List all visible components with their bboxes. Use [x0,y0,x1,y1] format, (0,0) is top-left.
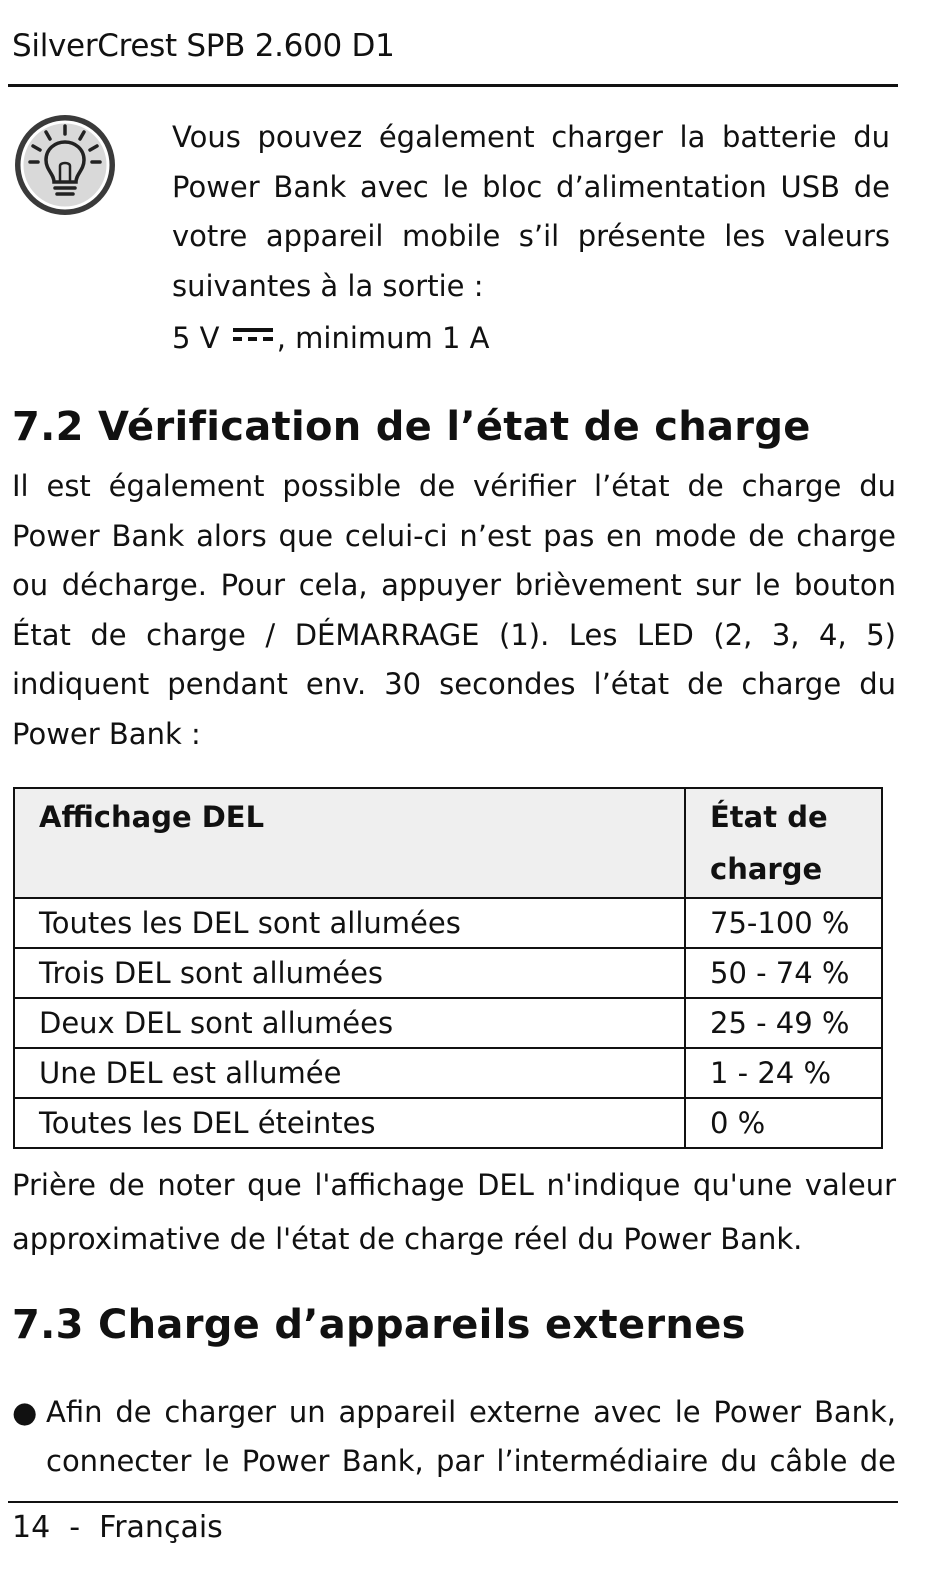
section-heading-7-3: 7.3 Charge d’appareils externes [12,1302,746,1348]
table-cell: 0 % [685,1098,882,1148]
page-header: SilverCrest SPB 2.600 D1 [12,28,395,64]
led-note-paragraph: Prière de noter que l'affichage DEL n'indique qu'une valeur approximative de l'état de charge réel du Power Bank. [12,1168,896,1256]
table-cell: 25 - 49 % [685,998,882,1048]
page-footer: 14 - Français [12,1510,223,1545]
table-cell: Toutes les DEL sont allumées [14,898,685,948]
table-header-row [14,788,882,898]
table-row [14,948,882,998]
voltage-line [172,313,490,363]
dc-current-icon [233,326,273,346]
table-cell: 75-100 % [685,898,882,948]
table-row [14,1048,882,1098]
voltage-value: 5 V [172,321,220,355]
table-row [14,898,882,948]
table-cell: Deux DEL sont allumées [14,998,685,1048]
bullet-item [12,1388,896,1486]
header-rule [8,84,898,87]
charge-check-paragraph: Il est également possible de vérifier l’état de charge du Power Bank alors que celui-ci n’est pas en mode de charge ou décharge. Pour cela, appuyer brièvement sur le bouton État de charge / DÉMARRAGE (1). Les LED (2, 3, 4, 5) indiquent pendant env. 30 secondes l’état de charge du Power Bank : [12,469,896,751]
tip-text: Vous pouvez également charger la batterie du [172,120,890,154]
table-header-cell: État de charge [685,788,882,898]
table-row [14,998,882,1048]
table-header-cell: Affichage DEL [14,788,685,898]
table-cell: Trois DEL sont allumées [14,948,685,998]
minimum-current: , minimum 1 A [276,321,490,355]
tip-text: suivantes à la sortie : [172,269,484,303]
charge-status-table [13,787,883,1149]
lightbulb-icon [10,110,120,220]
table-row [14,1098,882,1148]
tip-text: votre appareil mobile s’il présente les valeurs [172,219,890,253]
section-heading-7-2: 7.2 Vérification de l’état de charge [12,404,811,450]
bullet-text: Afin de charger un appareil externe avec le Power Bank, connecter le Power Bank, par l’intermédiaire du câble de [46,1395,896,1478]
table-cell: 1 - 24 % [685,1048,882,1098]
footer-rule [8,1501,898,1503]
table-cell: 50 - 74 % [685,948,882,998]
bullet-dot-icon: ● [12,1395,38,1429]
table-cell: Toutes les DEL éteintes [14,1098,685,1148]
table-cell: Une DEL est allumée [14,1048,685,1098]
tip-text: Power Bank avec le bloc d’alimentation USB de [172,170,890,204]
